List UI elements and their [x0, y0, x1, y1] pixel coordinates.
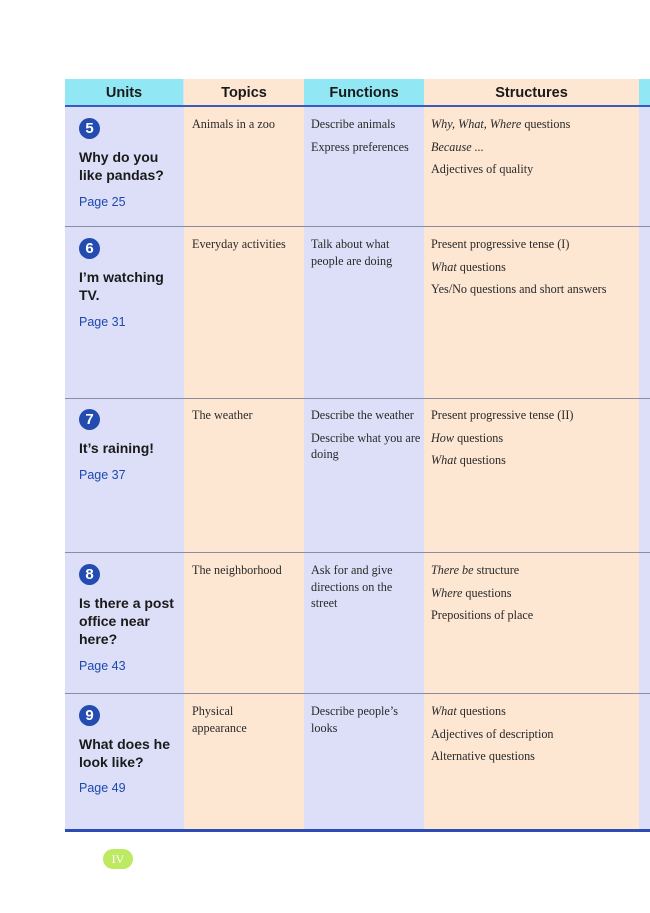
- topic-text: Animals in a zoo: [192, 117, 275, 131]
- function-item: Describe people’s looks: [311, 704, 398, 735]
- function-item: Describe the weather: [311, 408, 414, 422]
- topic-cell: [192, 116, 300, 133]
- structures-cell: [431, 407, 636, 469]
- topic-cell: [192, 562, 300, 579]
- page-number-badge: IV: [103, 849, 133, 869]
- function-item: Talk about what people are doing: [311, 237, 393, 268]
- structure-item: There be structure: [431, 563, 520, 577]
- unit-number-badge: 6: [79, 238, 100, 259]
- structure-item: Present progressive tense (II): [431, 408, 574, 422]
- topic-text: The weather: [192, 408, 253, 422]
- structures-cell: [431, 236, 636, 298]
- header-next-column: [639, 79, 650, 106]
- topic-text: Physical appearance: [192, 704, 247, 735]
- unit-title: I’m watching TV.: [79, 269, 164, 303]
- structure-item: Why, What, Where questions: [431, 117, 571, 131]
- unit-title: It’s raining!: [79, 440, 154, 456]
- unit-page-link[interactable]: Page 37: [79, 468, 126, 482]
- unit-title: Is there a post office near here?: [79, 595, 174, 647]
- unit-page-link[interactable]: Page 25: [79, 195, 126, 209]
- functions-cell: [311, 703, 411, 736]
- header-structures: Structures: [424, 79, 639, 106]
- unit-number-badge: 7: [79, 409, 100, 430]
- structure-item: Because ...: [431, 139, 484, 154]
- structure-item: Adjectives of quality: [431, 162, 534, 176]
- unit-page-link[interactable]: Page 31: [79, 315, 126, 329]
- structures-cell: [431, 562, 636, 624]
- structures-cell: [431, 116, 636, 178]
- functions-cell: [311, 562, 406, 612]
- function-item: Describe what you are doing: [311, 430, 421, 461]
- structure-item: Where questions: [431, 585, 512, 600]
- functions-cell: [311, 407, 423, 463]
- table-bottom-border: [65, 829, 650, 832]
- unit-title: What does he look like?: [79, 736, 171, 770]
- unit-title: Why do you like pandas?: [79, 149, 164, 183]
- function-item: Express preferences: [311, 139, 409, 154]
- row-divider: [65, 552, 650, 553]
- structure-item: Adjectives of description: [431, 726, 554, 741]
- unit-number-badge: 5: [79, 118, 100, 139]
- header-functions: Functions: [304, 79, 424, 106]
- syllabus-table: [65, 79, 650, 832]
- next-column-bg: [639, 79, 650, 832]
- unit-page-link[interactable]: Page 49: [79, 781, 126, 795]
- unit-page-link[interactable]: Page 43: [79, 659, 126, 673]
- row-divider: [65, 693, 650, 694]
- functions-cell: [311, 236, 411, 269]
- header-topics: Topics: [184, 79, 304, 106]
- structure-item: Yes/No questions and short answers: [431, 282, 607, 296]
- row-divider: [65, 398, 650, 399]
- topic-cell: [192, 236, 300, 253]
- structure-item: What questions: [431, 259, 506, 274]
- structure-item: How questions: [431, 430, 504, 445]
- topic-text: The neighborhood: [192, 563, 282, 577]
- structures-cell: [431, 703, 636, 765]
- structure-item: What questions: [431, 704, 506, 718]
- structure-item: Present progressive tense (I): [431, 237, 570, 251]
- topic-text: Everyday activities: [192, 237, 286, 251]
- functions-cell: [311, 116, 421, 155]
- structure-item: Prepositions of place: [431, 608, 534, 622]
- header-units: Units: [65, 79, 183, 106]
- unit-number-badge: 9: [79, 705, 100, 726]
- unit-number-badge: 8: [79, 564, 100, 585]
- structure-item: Alternative questions: [431, 749, 535, 763]
- topic-cell: [192, 703, 272, 736]
- function-item: Ask for and give directions on the street: [311, 563, 393, 610]
- structure-item: What questions: [431, 453, 506, 467]
- row-divider: [65, 226, 650, 227]
- header-divider: [65, 105, 650, 107]
- topic-cell: [192, 407, 300, 424]
- function-item: Describe animals: [311, 117, 396, 131]
